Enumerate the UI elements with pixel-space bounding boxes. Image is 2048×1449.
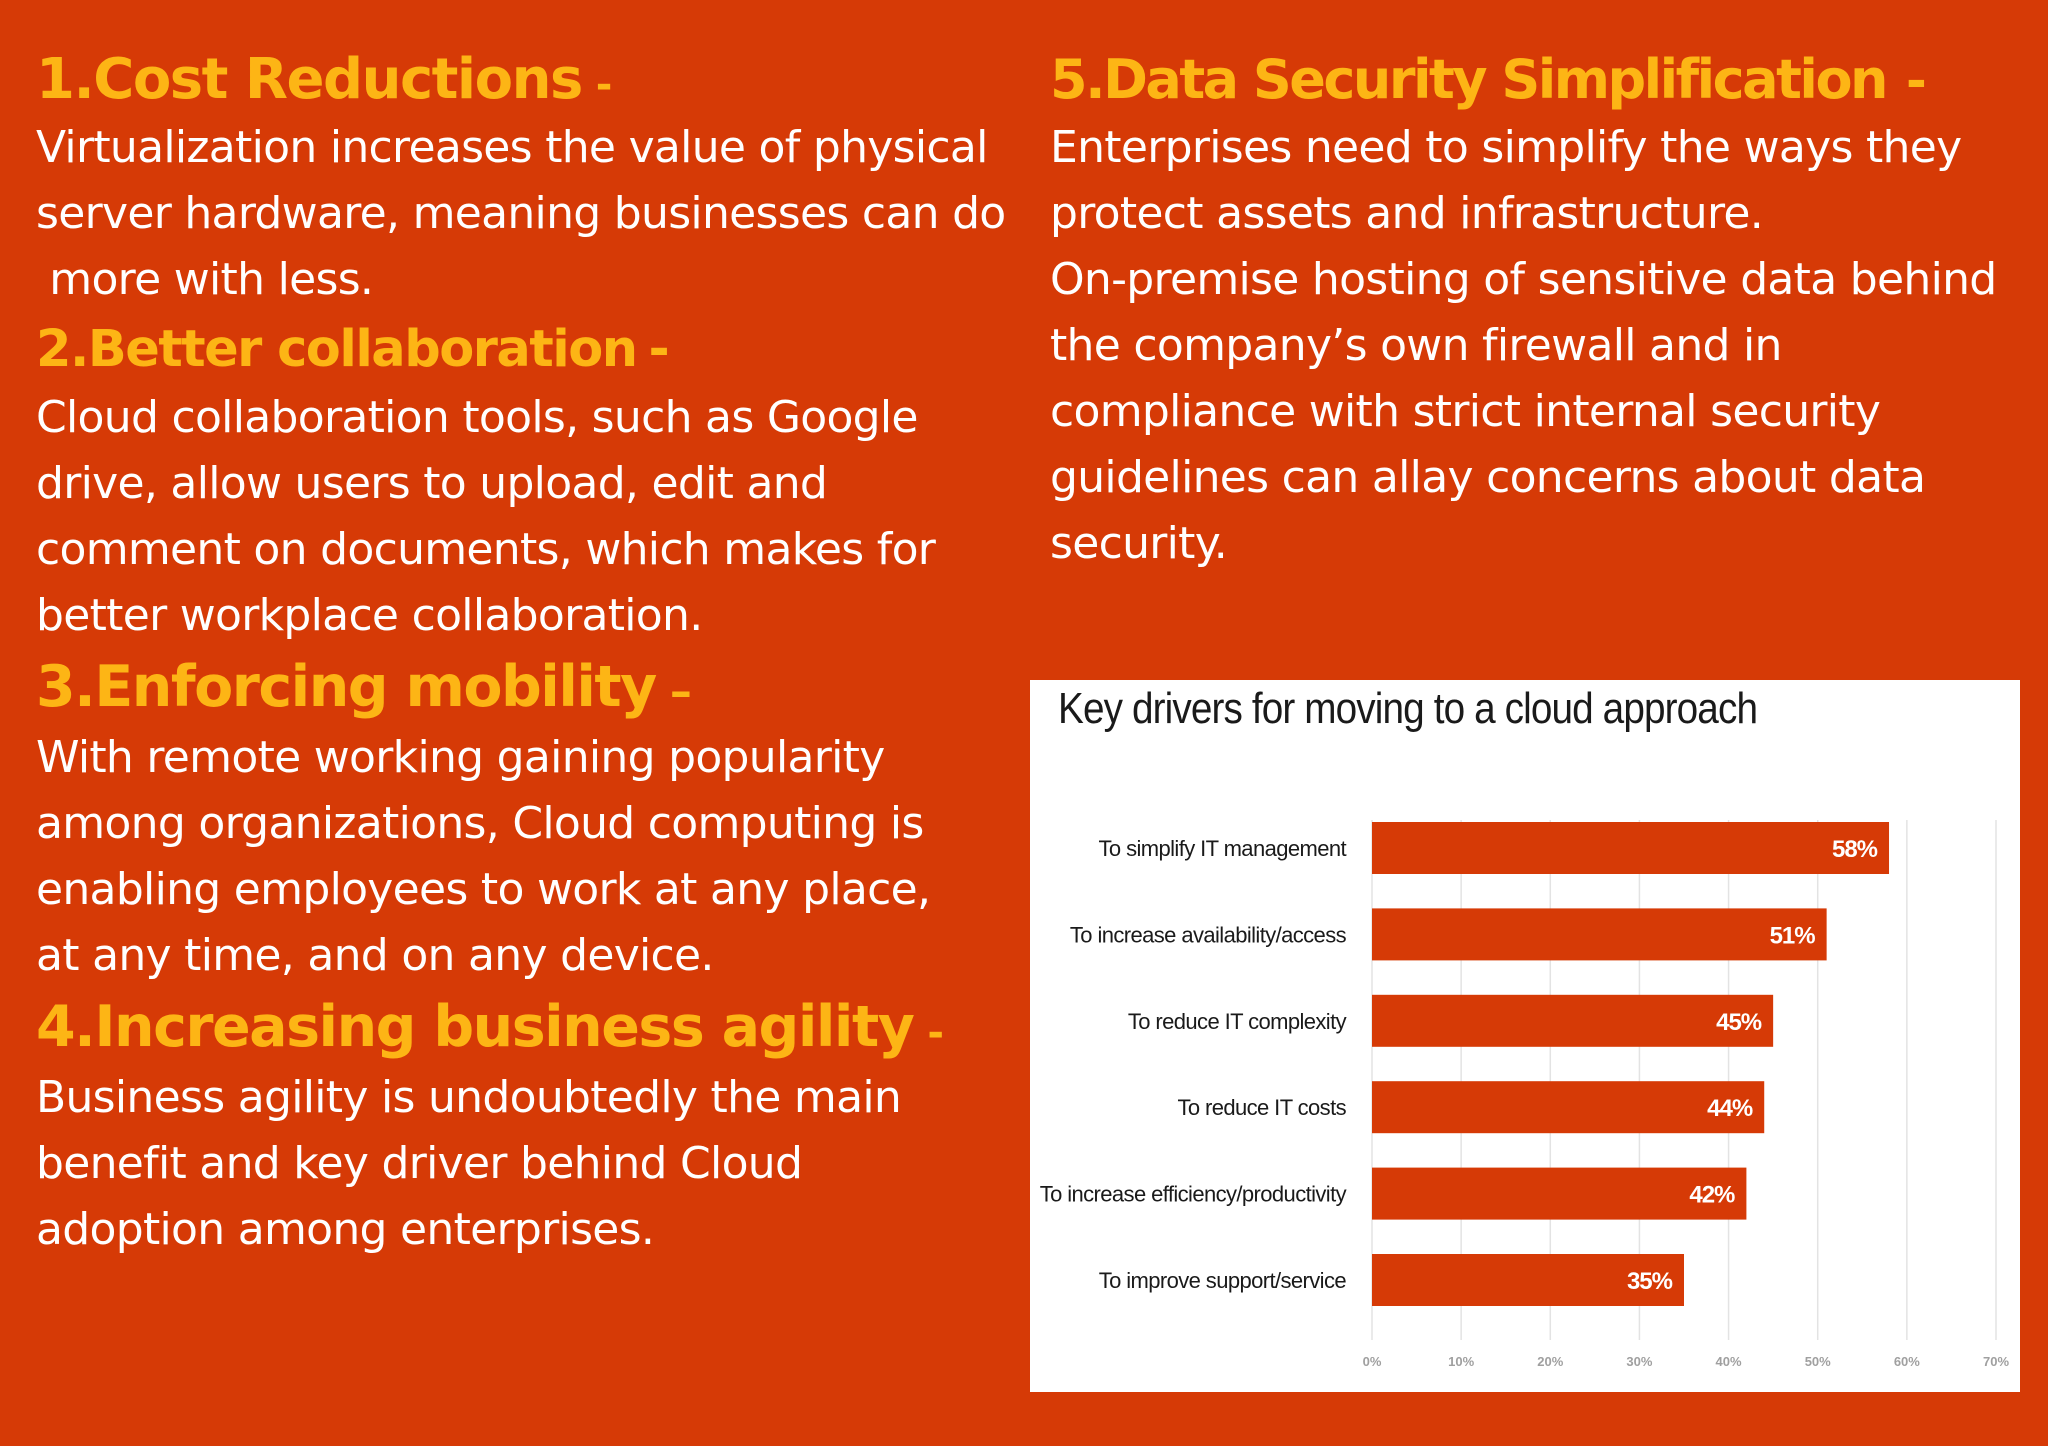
bar (1372, 908, 1827, 960)
category-label: To increase availability/access (1069, 922, 1346, 948)
value-label: 58% (1831, 836, 1878, 863)
section-business-agility (36, 989, 1046, 1263)
value-label: 51% (1769, 922, 1815, 950)
category-label: To simplify IT management (1098, 836, 1346, 861)
enforcing-mobility-heading (36, 649, 1046, 725)
data-security-text (1050, 115, 2040, 577)
section-data-security (1050, 45, 2040, 577)
text-line: benefit and key driver behind Cloud (36, 1138, 803, 1189)
x-tick-label: 0% (1362, 1354, 1382, 1369)
text-line: drive, allow users to upload, edit and (36, 458, 828, 509)
heading-text: 5.Data Security Simplification (1050, 48, 1886, 111)
bar-chart (1030, 680, 2020, 1392)
text-line: comment on documents, which makes for (36, 524, 936, 575)
text-line: server hardware, meaning businesses can do (36, 188, 1006, 239)
section-cost-reductions (36, 45, 1046, 313)
x-tick-label: 30% (1626, 1354, 1653, 1369)
heading-dash: - (648, 320, 669, 379)
chart-card (1030, 680, 2020, 1392)
right-column (1050, 45, 2040, 577)
text-line: Enterprises need to simplify the ways they (1050, 122, 1962, 173)
text-line: With remote working gaining popularity (36, 732, 885, 783)
data-security-heading (1050, 45, 2040, 115)
text-line: more with less. (36, 254, 374, 305)
heading-dash: – (669, 666, 691, 717)
cost-reductions-text (36, 115, 1046, 313)
left-column (36, 45, 1046, 1263)
better-collaboration-heading (36, 315, 1046, 385)
category-label: To improve support/service (1098, 1268, 1346, 1293)
chart-title: Key drivers for moving to a cloud approach (1058, 684, 1758, 733)
heading-dash: - (595, 62, 611, 108)
text-line: security. (1050, 518, 1228, 569)
better-collaboration-text (36, 385, 1046, 649)
text-line: at any time, and on any device. (36, 930, 714, 981)
x-tick-label: 40% (1715, 1354, 1742, 1369)
x-tick-label: 70% (1982, 1354, 2010, 1369)
heading-text: 2.Better collaboration (36, 320, 637, 379)
text-line: better workplace collaboration. (36, 590, 703, 641)
heading-text: 1.Cost Reductions (36, 47, 582, 112)
value-label: 44% (1707, 1095, 1753, 1123)
text-line: adoption among enterprises. (36, 1204, 655, 1255)
value-label: 42% (1689, 1181, 1735, 1209)
category-label: To increase efficiency/productivity (1039, 1181, 1346, 1207)
enforcing-mobility-text (36, 725, 1046, 989)
text-line: protect assets and infrastructure. (1050, 188, 1764, 239)
value-label: 35% (1626, 1268, 1672, 1295)
value-label: 45% (1716, 1008, 1762, 1036)
x-tick-label: 60% (1893, 1354, 1920, 1369)
x-tick-label: 20% (1537, 1354, 1564, 1369)
heading-dash: - (927, 1010, 943, 1056)
text-line: Cloud collaboration tools, such as Google (36, 392, 918, 443)
category-label: To reduce IT costs (1177, 1095, 1346, 1121)
business-agility-text (36, 1065, 1046, 1263)
bar (1372, 995, 1773, 1047)
section-better-collaboration (36, 315, 1046, 649)
section-enforcing-mobility (36, 649, 1046, 989)
business-agility-heading (36, 989, 1046, 1065)
text-line: Business agility is undoubtedly the main (36, 1072, 902, 1123)
heading-text: 4.Increasing business agility (36, 994, 914, 1060)
text-line: guidelines can allay concerns about data (1050, 452, 1926, 503)
x-tick-label: 10% (1448, 1354, 1475, 1369)
bar (1372, 822, 1889, 874)
heading-text: 3.Enforcing mobility (36, 654, 656, 720)
x-tick-label: 50% (1804, 1354, 1831, 1369)
text-line: Virtualization increases the value of physical (36, 122, 988, 173)
cost-reductions-heading (36, 45, 1046, 115)
text-line: enabling employees to work at any place, (36, 864, 931, 915)
text-line: among organizations, Cloud computing is (36, 798, 924, 849)
text-line: compliance with strict internal security (1050, 386, 1881, 437)
category-label: To reduce IT complexity (1127, 1008, 1346, 1034)
text-line: On-premise hosting of sensitive data behind (1050, 254, 1997, 305)
heading-dash: - (1906, 52, 1925, 110)
text-line: the company’s own firewall and in (1050, 320, 1782, 371)
bar (1372, 1081, 1764, 1133)
